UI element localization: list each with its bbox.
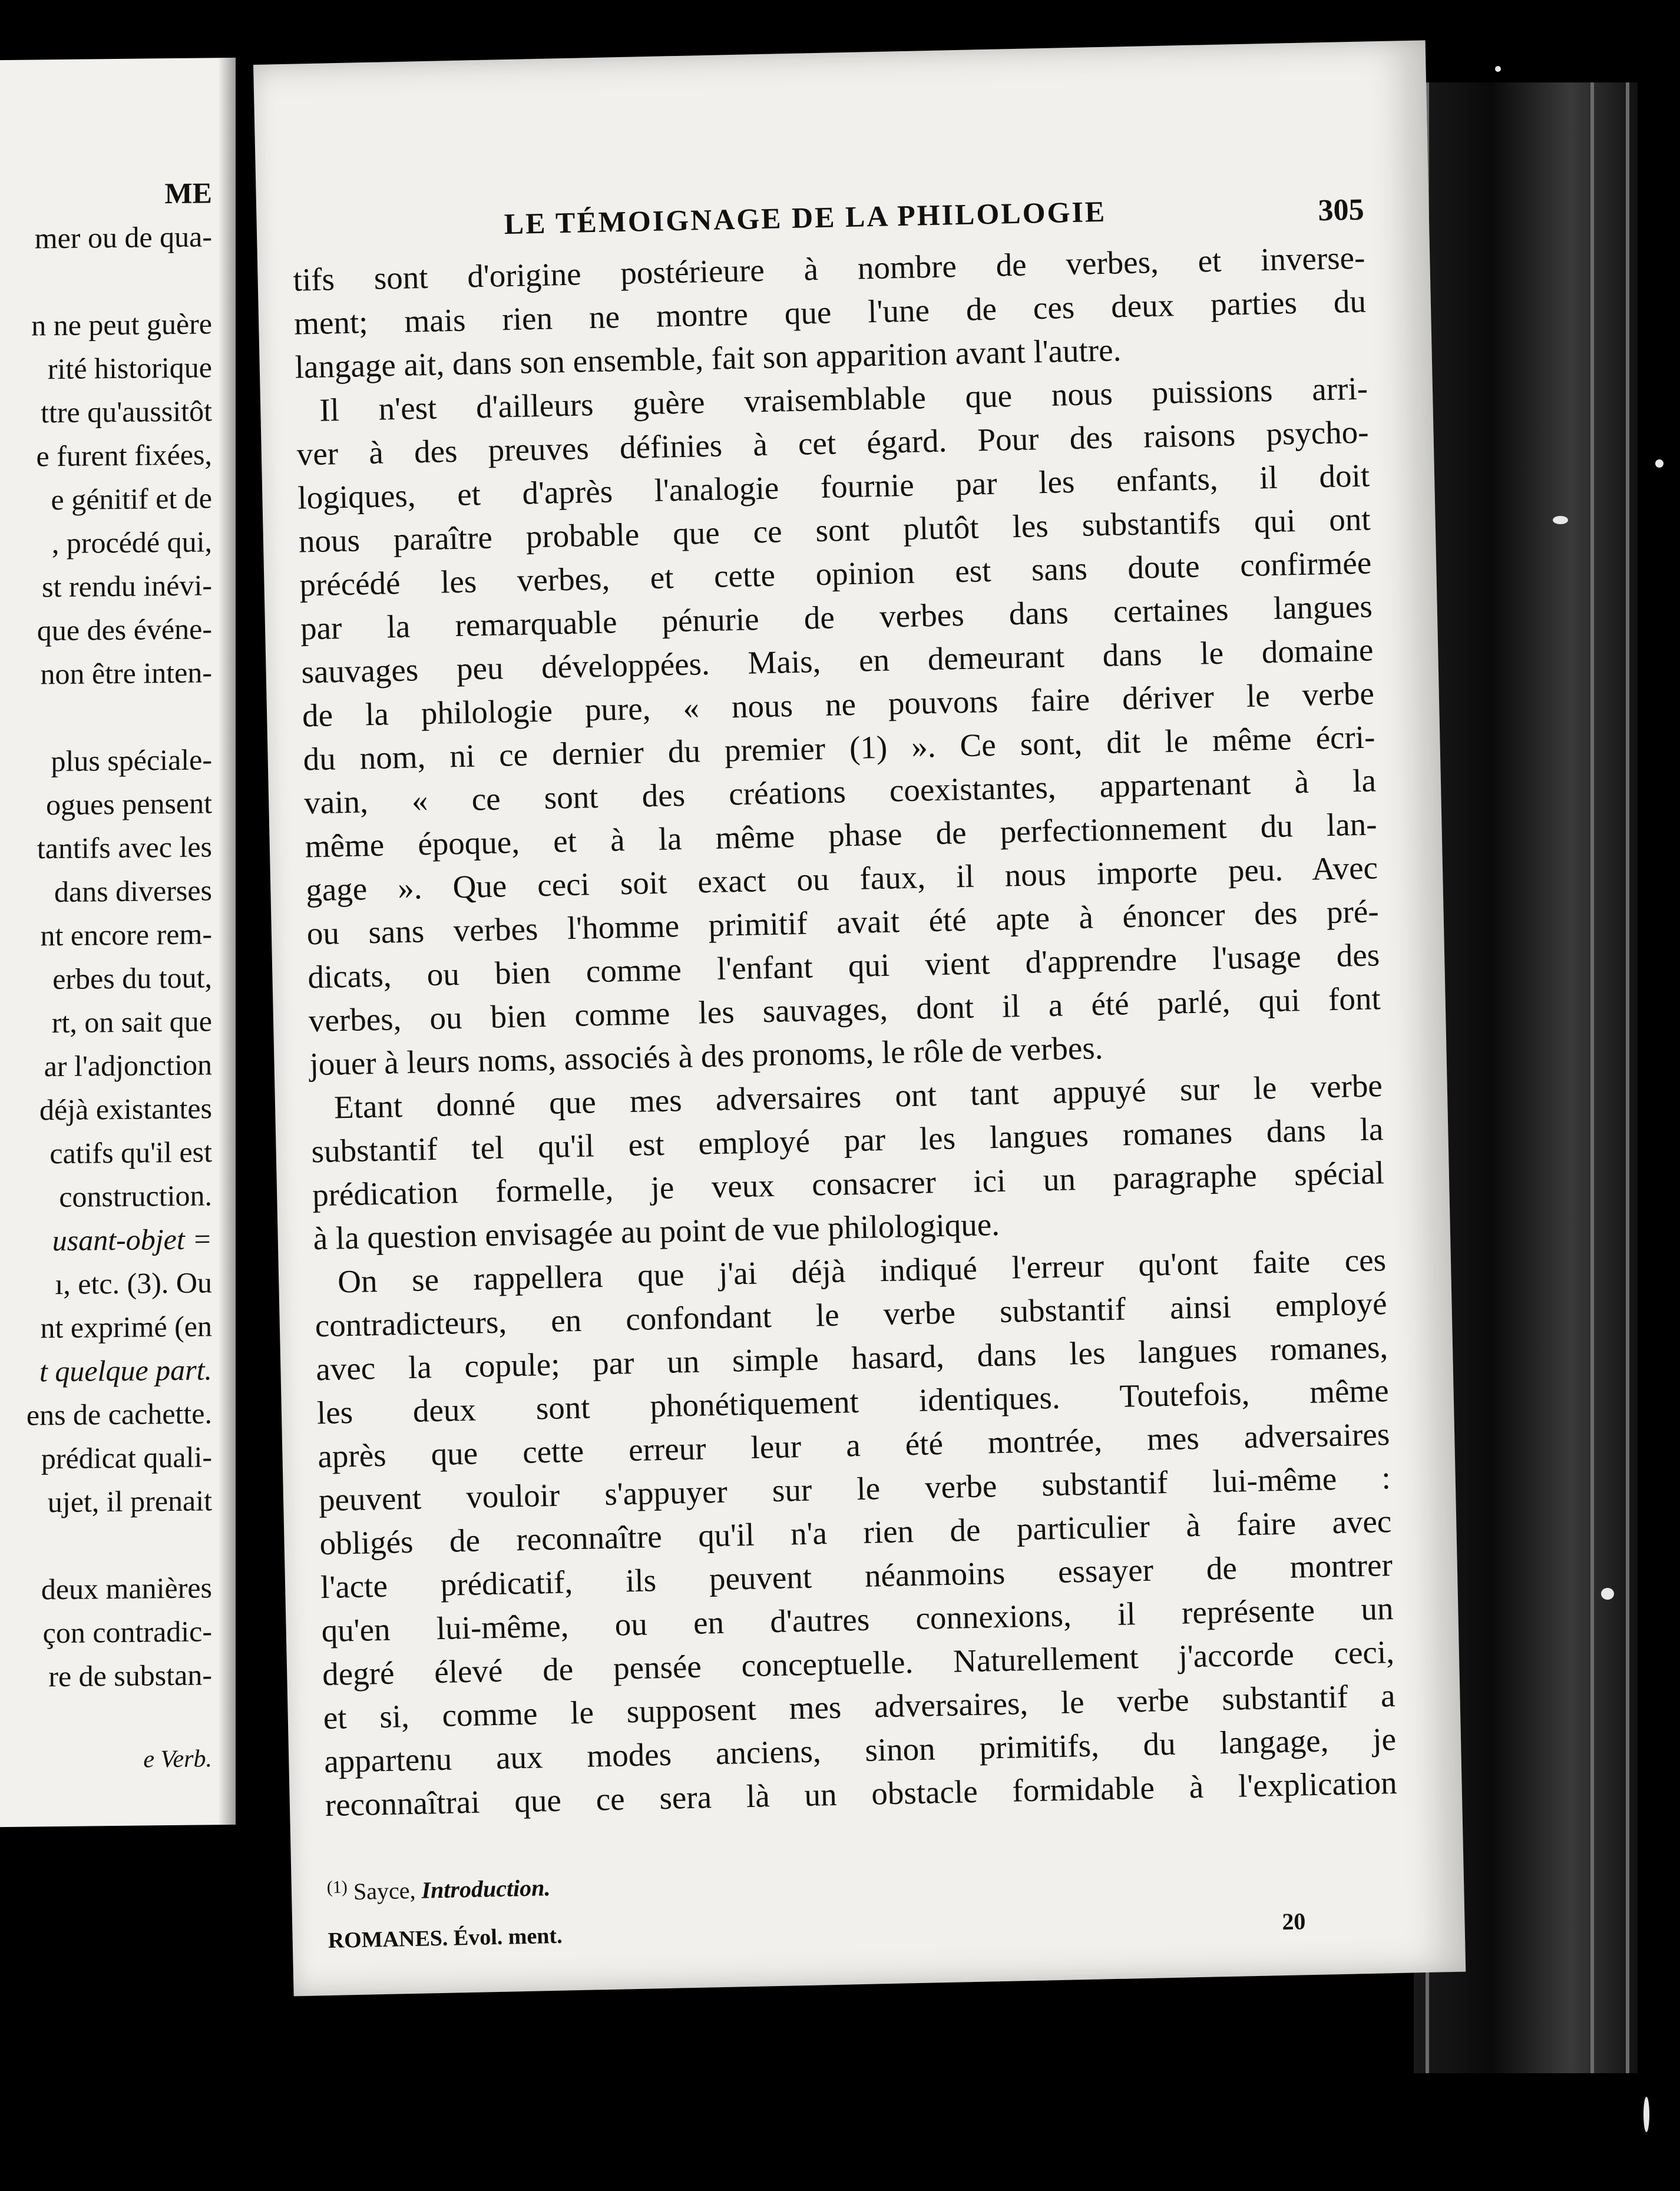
text-line: par la remarquable pénurie de verbes dans certaines langues	[300, 588, 1373, 647]
text-line: l'acte prédicatif, ils peuvent néanmoins essayer de montrer	[320, 1547, 1393, 1606]
text-line: appartenu aux modes anciens, sinon primitifs, du langage, je	[323, 1721, 1397, 1780]
left-page-line: prédicat quali-	[41, 1440, 212, 1475]
left-page-line: que des événe-	[37, 612, 212, 647]
text-line: sauvages peu développées. Mais, en demeurant dans le domaine	[300, 631, 1374, 690]
text-line: dicats, ou bien comme l'enfant qui vient d'apprendre l'usage des	[307, 936, 1380, 995]
left-page-fragment	[0, 58, 236, 1827]
page-number: 305	[1317, 193, 1365, 228]
text-line: précédé les verbes, et cette opinion est sans doute confirmée	[299, 544, 1372, 603]
text-line: On se rappellera que j'ai déjà indiqué l'erreur qu'ont faite ces	[337, 1242, 1387, 1300]
text-line: logiques, et d'après l'analogie fournie par les enfants, il doit	[297, 457, 1370, 516]
left-page-line: e génitif et de	[51, 481, 212, 517]
text-line: ment; mais rien ne montre que l'une de ces deux parties du	[293, 283, 1367, 342]
text-line: et si, comme le supposent mes adversaires, le verbe substantif a	[323, 1677, 1396, 1736]
fore-edge-stripe	[1590, 82, 1594, 2073]
left-page-line: dans diverses	[54, 873, 212, 909]
left-page-line: ar l'adjonction	[44, 1048, 212, 1083]
text-line: ou sans verbes l'homme primitif avait été apte à énoncer des pré-	[306, 893, 1380, 952]
signature-number: 20	[1281, 1908, 1306, 1935]
left-page-line: e Verb.	[143, 1745, 212, 1773]
left-page-line: , procédé qui,	[51, 525, 212, 560]
scan-speck	[1495, 66, 1501, 72]
left-page-line: ens de cachette.	[26, 1396, 212, 1432]
signature-line	[328, 1905, 1400, 1963]
left-page-line: deux manières	[41, 1571, 212, 1606]
left-page-line: ujet, il prenait	[47, 1484, 212, 1519]
text-line: vain, « ce sont des créations coexistantes, appartenant à la	[303, 762, 1377, 821]
text-line: même époque, et à la même phase de perfectionnement du lan-	[305, 806, 1378, 865]
text-line: de la philologie pure, « nous ne pouvons faire dériver le verbe	[302, 675, 1375, 734]
text-line: degré élevé de pensée conceptuelle. Naturellement j'accorde ceci,	[322, 1634, 1395, 1693]
left-page-line: n ne peut guère	[31, 307, 212, 342]
footnote-author: Sayce,	[353, 1876, 416, 1905]
text-line: peuvent vouloir s'appuyer sur le verbe substantif lui-même :	[318, 1459, 1391, 1518]
left-page-line: erbes du tout,	[52, 961, 212, 996]
left-page-line: nt exprimé (en	[40, 1309, 212, 1345]
running-title: LE TÉMOIGNAGE DE LA PHILOLOGIE	[504, 194, 1107, 241]
text-line: du nom, ni ce dernier du premier (1) ». Ce sont, dit le même écri-	[303, 719, 1375, 777]
footnote-marker: (1)	[326, 1877, 348, 1898]
signature-text: ROMANES. Évol. ment.	[328, 1923, 563, 1954]
text-line: contradicteurs, en confondant le verbe substantif ainsi employé	[315, 1285, 1388, 1344]
left-page-line: çon contradic-	[42, 1614, 212, 1650]
text-line: à la question envisagée au point de vue philologique.	[313, 1206, 1000, 1257]
left-page-line: non être inten-	[40, 656, 212, 691]
text-line: verbes, ou bien comme les sauvages, dont il a été parlé, qui font	[308, 980, 1381, 1039]
text-line: Etant donné que mes adversaires ont tant appuyé sur le verbe	[333, 1067, 1383, 1126]
left-page-line: ttre qu'aussitôt	[41, 394, 212, 429]
text-line: avec la copule; par un simple hasard, dans les langues romanes,	[315, 1329, 1388, 1388]
left-page-line: déjà existantes	[39, 1091, 212, 1127]
text-line: gage ». Que ceci soit exact ou faux, il nous importe peu. Avec	[305, 849, 1378, 908]
left-page-line: nt encore rem-	[40, 917, 212, 952]
left-page-line: construction.	[59, 1179, 212, 1214]
scan-speck	[1601, 1588, 1614, 1600]
left-page-line: t quelque part.	[39, 1353, 212, 1388]
left-page-line: rité historique	[47, 350, 212, 386]
text-line: langage ait, dans son ensemble, fait son apparition avant l'autre.	[295, 332, 1122, 385]
text-line: prédication formelle, je veux consacrer ici un paragraphe spécial	[312, 1154, 1385, 1213]
text-line: après que cette erreur leur a été montrée, mes adversaires	[317, 1416, 1390, 1475]
text-line: substantif tel qu'il est employé par les langues romanes dans la	[311, 1111, 1384, 1170]
left-page-line: e furent fixées,	[36, 438, 212, 473]
fore-edge-stripe	[1626, 82, 1629, 2073]
scan-speck	[1643, 2097, 1649, 2132]
text-line: qu'en lui-même, ou en d'autres connexions, il représente un	[321, 1590, 1394, 1649]
left-page-line: usant-objet =	[52, 1222, 212, 1257]
left-page-line: ME	[164, 176, 212, 210]
text-line: jouer à leurs noms, associés à des pronoms, le rôle de verbes.	[309, 1030, 1104, 1083]
text-line: ver à des preuves définies à cet égard. Pour des raisons psycho-	[296, 413, 1370, 472]
scan-speck	[1553, 516, 1568, 524]
main-page	[253, 40, 1466, 1996]
text-line: les deux sont phonétiquement identiques. Toutefois, même	[316, 1372, 1390, 1431]
left-page-line: re de substan-	[48, 1658, 212, 1693]
scan-speck	[1655, 459, 1664, 468]
left-page-line: ogues pensent	[46, 786, 212, 822]
body-text	[293, 236, 1397, 1828]
text-line: nous paraître probable que ce sont plutôt les substantifs qui ont	[298, 501, 1371, 560]
text-line: obligés de reconnaître qu'il n'a rien de particulier à faire avec	[319, 1503, 1392, 1562]
text-line: Il n'est d'ailleurs guère vraisemblable que nous puissions arri-	[319, 370, 1368, 428]
left-page-line: catifs qu'il est	[49, 1135, 212, 1170]
left-page-lines	[0, 58, 236, 1773]
left-page-line: plus spéciale-	[51, 743, 212, 778]
left-page-gutter-shadow	[218, 58, 236, 1825]
footnote-work: Introduction.	[421, 1874, 551, 1904]
left-page-line: tantifs avec les	[37, 830, 212, 865]
text-line: reconnaîtrai que ce sera là un obstacle formidable à l'explication	[325, 1764, 1398, 1823]
left-page-line: ı, etc. (3). Ou	[55, 1266, 212, 1301]
footnote	[326, 1873, 550, 1906]
text-line: tifs sont d'origine postérieure à nombre de verbes, et inverse-	[293, 239, 1365, 298]
left-page-line: rt, on sait que	[51, 1004, 212, 1040]
left-page-line: st rendu inévi-	[42, 568, 212, 604]
left-page-line: mer ou de qua-	[34, 220, 212, 255]
